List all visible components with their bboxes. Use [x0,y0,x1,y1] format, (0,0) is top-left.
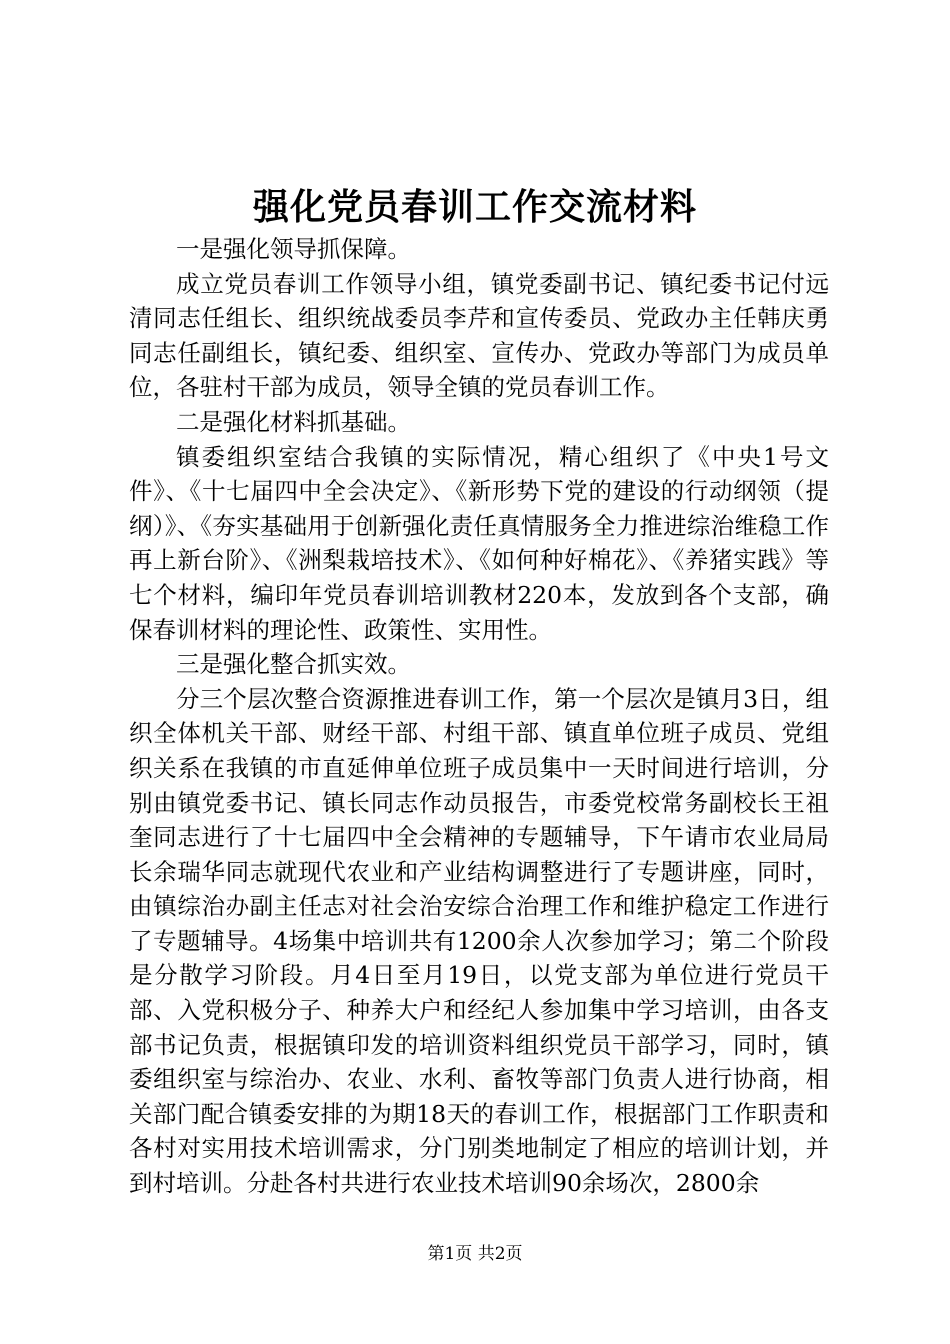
section-heading-integration: 三是强化整合抓实效。 [176,650,411,679]
section-heading-leadership: 一是强化领导抓保障。 [176,235,411,263]
paragraph-materials: 镇委组织室结合我镇的实际情况，精心组织了《中央1号文件》、《十七届四中全会决定》、《新形势下党的建设的行动纲领（提纲）》、《夯实基础用于创新强化责任真情服务全力推进综治维稳工作再上新台阶》、《洲梨栽培技术》、《如何种好棉花》、《养猪实践》等七个材料，编印年党员春训培训教材220本，发放到各个支部，确保春训材料的理论性、政策性、实用性。 [129,442,829,644]
paragraph-integration: 分三个层次整合资源推进春训工作，第一个层次是镇月3日，组织全体机关干部、财经干部、村组干部、镇直单位班子成员、党组织关系在我镇的市直延伸单位班子成员集中一天时间进行培训，分别由镇党委书记、镇长同志作动员报告，市委党校常务副校长王祖奎同志进行了十七届四中全会精神的专题辅导，下午请市农业局局长余瑞华同志就现代农业和产业结构调整进行了专题讲座，同时，由镇综治办副主任志对社会治安综合治理工作和维护稳定工作进行了专题辅导。4场集中培训共有1200余人次参加学习；第二个阶段是分散学习阶段。月4日至月19日，以党支部为单位进行党员干部、入党积极分子、种养大户和经纪人参加集中学习培训，由各支部书记负责，根据镇印发的培训资料组织党员干部学习，同时，镇委组织室与综治办、农业、水利、畜牧等部门负责人进行协商，相关部门配合镇委安排的为期18天的春训工作，根据部门工作职责和各村对实用技术培训需求，分门别类地制定了相应的培训计划，并到村培训。分赴各村共进行农业技术培训90余场次，2800余 [129,684,829,1198]
paragraph-leadership: 成立党员春训工作领导小组，镇党委副书记、镇纪委书记付远清同志任组长、组织统战委员李芹和宣传委员、党政办主任韩庆勇同志任副组长，镇纪委、组织室、宣传办、党政办等部门为成员单位，各驻村干部为成员，领导全镇的党员春训工作。 [129,269,829,402]
section-heading-materials: 二是强化材料抓基础。 [176,407,411,436]
document-body [129,232,829,1201]
document-title: 强化党员春训工作交流材料 [252,186,697,228]
page-indicator: 第1页 共2页 [427,1244,523,1264]
